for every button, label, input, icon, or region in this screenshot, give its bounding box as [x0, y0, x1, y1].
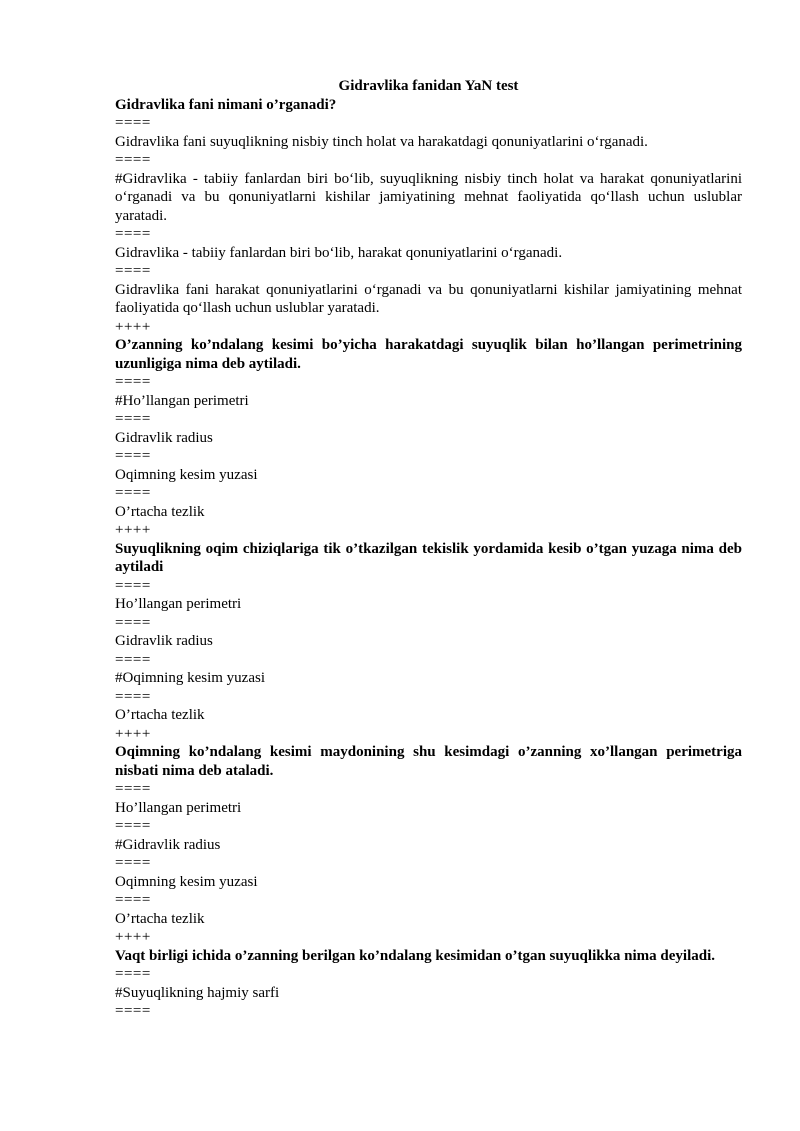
question-4: Oqimning ko’ndalang kesimi maydonining shu kesimdagi o’zanning xo’llangan perimetriga nisbati nima deb ataladi.	[115, 744, 742, 779]
option-1-1: Gidravlika fani suyuqlikning nisbiy tinch holat va harakatdagi qonuniyatlarini o‘rganadi.	[115, 133, 648, 150]
option-separator: ====	[115, 226, 151, 242]
option-separator: ====	[115, 781, 151, 797]
option-separator: ====	[115, 448, 151, 464]
option-separator: ====	[115, 892, 151, 908]
option-4-3: Oqimning kesim yuzasi	[115, 873, 258, 890]
question-2: O’zanning ko’ndalang kesimi bo’yicha harakatdagi suyuqlik bilan ho’llangan perimetrining uzunligiga nima deb aytiladi.	[115, 337, 742, 372]
question-separator: ++++	[115, 522, 151, 538]
option-separator: ====	[115, 411, 151, 427]
option-separator: ====	[115, 485, 151, 501]
question-separator: ++++	[115, 929, 151, 945]
document-page	[115, 77, 742, 1021]
option-2-3: Oqimning kesim yuzasi	[115, 466, 258, 483]
option-3-2: Gidravlik radius	[115, 633, 213, 649]
option-separator: ====	[115, 614, 151, 631]
question-separator: ++++	[115, 318, 151, 335]
option-separator: ====	[115, 115, 151, 131]
option-separator: ====	[115, 1003, 151, 1019]
option-4-2: #Gidravlik radius	[115, 836, 221, 853]
option-separator: ====	[115, 688, 151, 705]
option-1-2: #Gidravlika - tabiiy fanlardan biri bo‘lib, suyuqlikning nisbiy tinch holat va harakat qonuniyatlarini o‘rganadi va bu qonuniyatlarni kishilar jamiyatining mehnat faoliyatida qo‘llash uchun uslublar yaratadi.	[115, 170, 742, 224]
question-3: Suyuqlikning oqim chiziqlariga tik o’tkazilgan tekislik yordamida kesib o’tgan yuzaga nima deb aytiladi	[115, 540, 742, 575]
option-1-3: Gidravlika - tabiiy fanlardan biri bo‘lib, harakat qonuniyatlarini o‘rganadi.	[115, 244, 563, 261]
option-3-1: Ho’llangan perimetri	[115, 596, 242, 612]
option-3-3: #Oqimning kesim yuzasi	[115, 670, 265, 686]
option-3-4: O’rtacha tezlik	[115, 707, 205, 723]
option-4-1: Ho’llangan perimetri	[115, 799, 242, 816]
question-separator: ++++	[115, 725, 151, 742]
option-2-1: #Ho’llangan perimetri	[115, 392, 249, 409]
option-1-4: Gidravlika fani harakat qonuniyatlarini o‘rganadi va bu qonuniyatlarni kishilar jamiyatining mehnat faoliyatida qo‘llash uchun uslublar yaratadi.	[115, 281, 742, 316]
option-separator: ====	[115, 374, 151, 390]
option-separator: ====	[115, 966, 151, 982]
option-separator: ====	[115, 152, 151, 168]
option-separator: ====	[115, 577, 151, 594]
option-2-2: Gidravlik radius	[115, 429, 213, 446]
option-separator: ====	[115, 263, 151, 279]
option-4-4: O’rtacha tezlik	[115, 910, 205, 927]
document-title: Gidravlika fanidan YaN test	[338, 78, 519, 94]
option-separator: ====	[115, 855, 151, 871]
option-separator: ====	[115, 651, 151, 668]
option-2-4: O’rtacha tezlik	[115, 503, 205, 520]
option-separator: ====	[115, 818, 151, 834]
question-1: Gidravlika fani nimani o’rganadi?	[115, 96, 337, 113]
option-5-1: #Suyuqlikning hajmiy sarfi	[115, 984, 280, 1001]
question-5: Vaqt birligi ichida o’zanning berilgan ko’ndalang kesimidan o’tgan suyuqlikka nima deyiladi.	[115, 947, 716, 964]
